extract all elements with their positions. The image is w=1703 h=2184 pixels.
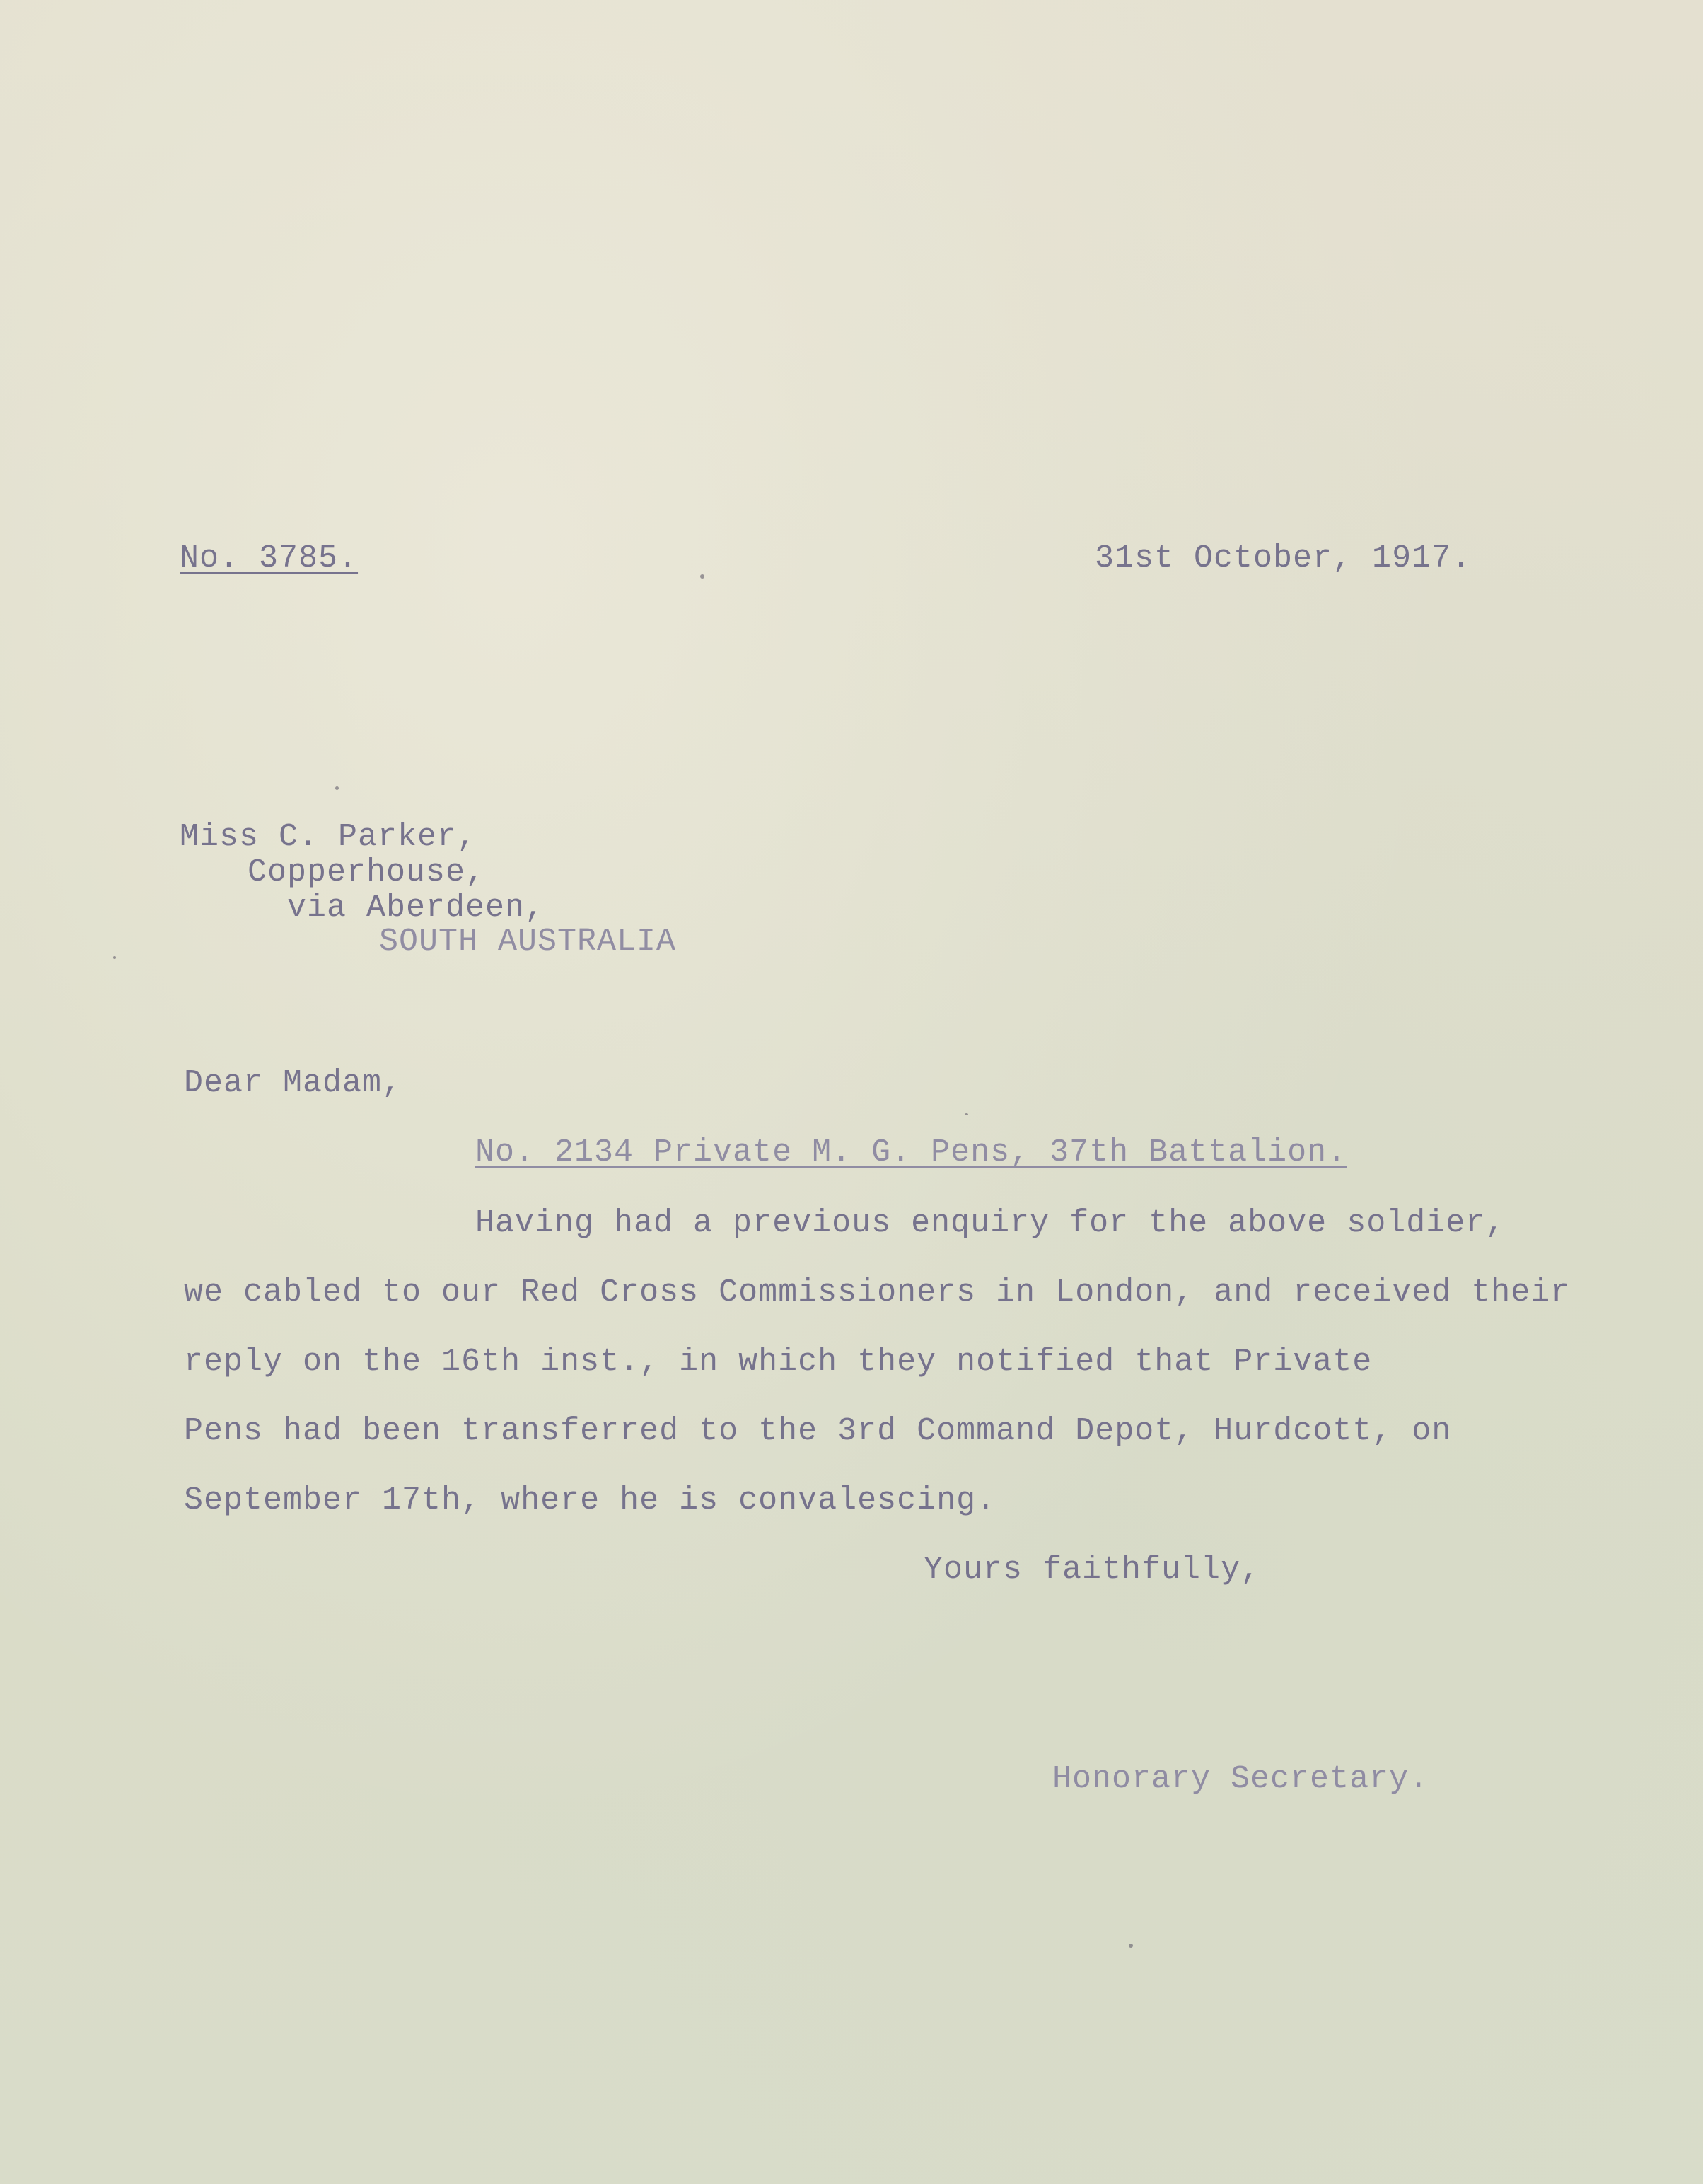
ink-speck [1129, 1944, 1133, 1948]
closing: Yours faithfully, [924, 1552, 1261, 1588]
addressee-name: Miss C. Parker, [180, 819, 477, 855]
body-line-3: reply on the 16th inst., in which they notified that Private [184, 1344, 1373, 1380]
letter-date: 31st October, 1917. [1095, 540, 1472, 576]
addressee-line-3: SOUTH AUSTRALIA [379, 924, 677, 960]
subject-line: No. 2134 Private M. G. Pens, 37th Battalion. [475, 1134, 1347, 1171]
addressee-line-1: Copperhouse, [248, 854, 486, 890]
addressee-line-2: via Aberdeen, [287, 890, 545, 926]
salutation: Dear Madam, [184, 1065, 402, 1101]
body-line-2: we cabled to our Red Cross Commissioners in London, and received their [184, 1274, 1571, 1311]
reference-number: No. 3785. [180, 540, 359, 576]
signatory-title: Honorary Secretary. [1052, 1761, 1429, 1797]
ink-speck [335, 786, 339, 790]
body-line-5: September 17th, where he is convalescing. [184, 1482, 996, 1518]
ink-speck [700, 574, 704, 579]
body-line-4: Pens had been transferred to the 3rd Command Depot, Hurdcott, on [184, 1413, 1452, 1449]
ink-speck [113, 956, 116, 959]
ink-speck [965, 1113, 968, 1115]
body-line-1: Having had a previous enquiry for the above soldier, [475, 1205, 1506, 1241]
